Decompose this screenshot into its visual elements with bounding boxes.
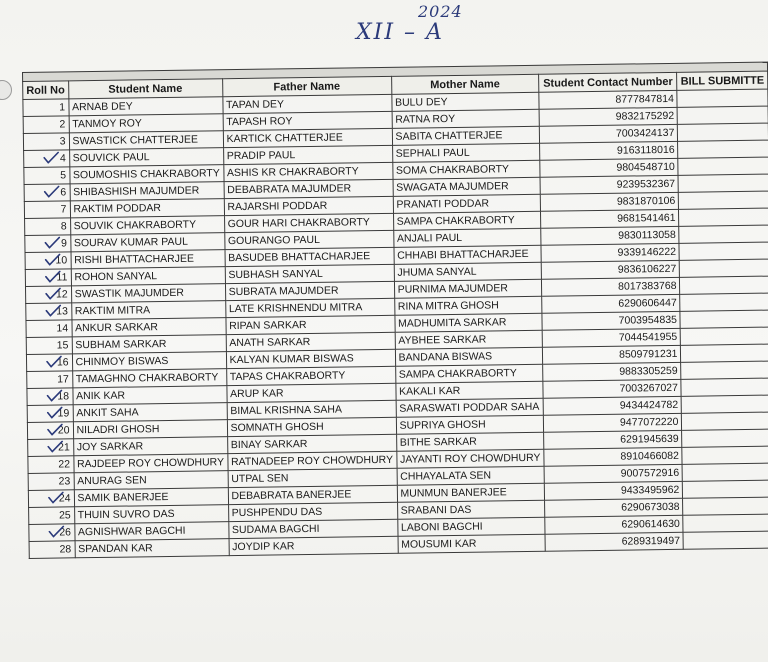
father-name-cell: PUSHPENDU DAS bbox=[228, 502, 397, 521]
roll-no-cell: 9 bbox=[25, 235, 71, 253]
roll-no-cell: 13 bbox=[26, 303, 72, 321]
father-name-cell: UTPAL SEN bbox=[228, 468, 397, 487]
father-name-cell: TAPAN DEY bbox=[222, 94, 391, 113]
table-body bbox=[23, 89, 768, 558]
student-name-cell: TAMAGHNO CHAKRABORTY bbox=[72, 369, 226, 388]
roll-no-cell: 15 bbox=[26, 337, 72, 355]
roll-no-cell: 11 bbox=[25, 269, 71, 287]
mother-name-cell: CHHAYALATA SEN bbox=[397, 466, 545, 485]
father-name-cell: ASHIS KR CHAKRABORTY bbox=[223, 162, 392, 181]
roll-no-cell: 22 bbox=[28, 456, 74, 474]
mother-name-cell: KAKALI KAR bbox=[395, 381, 543, 400]
header-bill-submitted: BILL SUBMITTE bbox=[677, 71, 768, 90]
student-name-cell: RAKTIM PODDAR bbox=[70, 199, 224, 218]
bill-submitted-cell bbox=[683, 531, 768, 549]
bill-submitted-cell bbox=[679, 208, 768, 226]
header-roll-no: Roll No bbox=[23, 81, 69, 100]
bill-submitted-cell bbox=[678, 106, 768, 124]
roll-no-cell: 6 bbox=[24, 184, 70, 202]
student-name-cell: JOY SARKAR bbox=[73, 437, 227, 456]
roll-no-cell: 5 bbox=[24, 167, 70, 185]
roll-no-cell: 24 bbox=[28, 490, 74, 508]
contact-number-cell: 9883305259 bbox=[543, 362, 682, 381]
bill-submitted-cell bbox=[680, 310, 768, 328]
bill-submitted-cell bbox=[681, 378, 768, 396]
bill-submitted-cell bbox=[682, 412, 768, 430]
student-name-cell: SOUVICK PAUL bbox=[69, 148, 223, 167]
student-name-cell: TANMOY ROY bbox=[69, 114, 223, 133]
roll-no-cell: 18 bbox=[27, 388, 73, 406]
roll-no-cell: 12 bbox=[25, 286, 71, 304]
handwritten-heading bbox=[352, 2, 492, 52]
mother-name-cell: RINA MITRA GHOSH bbox=[394, 296, 542, 315]
mother-name-cell: AYBHEE SARKAR bbox=[395, 330, 543, 349]
mother-name-cell: SEPHALI PAUL bbox=[392, 143, 540, 162]
father-name-cell: DEBABRATA BANERJEE bbox=[228, 485, 397, 504]
contact-number-cell: 7003424137 bbox=[539, 124, 678, 143]
handwritten-class: XII – A bbox=[356, 20, 444, 45]
roll-no-cell: 4 bbox=[24, 150, 70, 168]
header-student-name: Student Name bbox=[68, 79, 222, 99]
father-name-cell: DEBABRATA MAJUMDER bbox=[224, 179, 393, 198]
mother-name-cell: BANDANA BISWAS bbox=[395, 347, 543, 366]
mother-name-cell: JHUMA SANYAL bbox=[394, 262, 542, 281]
roll-no-cell: 14 bbox=[26, 320, 72, 338]
student-name-cell: SAMIK BANERJEE bbox=[74, 488, 228, 507]
roll-no-cell: 26 bbox=[29, 524, 75, 542]
student-name-cell: AGNISHWAR BAGCHI bbox=[74, 522, 228, 541]
mother-name-cell: SUPRIYA GHOSH bbox=[396, 415, 544, 434]
contact-number-cell: 6289319497 bbox=[545, 532, 684, 551]
student-name-cell: SPANDAN KAR bbox=[75, 539, 229, 558]
student-name-cell: ANURAG SEN bbox=[74, 471, 228, 490]
student-name-cell: ARNAB DEY bbox=[68, 97, 222, 116]
father-name-cell: LATE KRISHNENDU MITRA bbox=[225, 298, 394, 317]
father-name-cell: BIMAL KRISHNA SAHA bbox=[227, 400, 396, 419]
mother-name-cell: SAMPA CHAKRABORTY bbox=[395, 364, 543, 383]
mother-name-cell: LABONI BAGCHI bbox=[397, 517, 545, 536]
bill-submitted-cell bbox=[680, 259, 768, 277]
student-name-cell: SHIBASHISH MAJUMDER bbox=[70, 182, 224, 201]
student-name-cell: ANKIT SAHA bbox=[73, 403, 227, 422]
bill-submitted-cell bbox=[680, 276, 768, 294]
contact-number-cell: 8017383768 bbox=[541, 277, 680, 296]
bill-submitted-cell bbox=[678, 140, 768, 158]
student-name-cell: RAJDEEP ROY CHOWDHURY bbox=[73, 454, 227, 473]
mother-name-cell: SABITA CHATTERJEE bbox=[392, 126, 540, 145]
student-name-cell: CHINMOY BISWAS bbox=[72, 352, 226, 371]
bill-submitted-cell bbox=[683, 514, 768, 532]
contact-number-cell: 6290614630 bbox=[545, 515, 684, 534]
header-contact-number: Student Contact Number bbox=[539, 72, 678, 92]
bill-submitted-cell bbox=[682, 429, 768, 447]
header-mother-name: Mother Name bbox=[391, 74, 539, 94]
mother-name-cell: MADHUMITA SARKAR bbox=[395, 313, 543, 332]
mother-name-cell: MOUSUMI KAR bbox=[398, 534, 546, 553]
contact-number-cell: 9830113058 bbox=[541, 226, 680, 245]
student-name-cell: NILADRI GHOSH bbox=[73, 420, 227, 439]
mother-name-cell: SRABANI DAS bbox=[397, 500, 545, 519]
contact-number-cell: 9477072220 bbox=[543, 413, 682, 432]
contact-number-cell: 9163118016 bbox=[540, 141, 679, 160]
roll-no-cell: 8 bbox=[25, 218, 71, 236]
father-name-cell: BINAY SARKAR bbox=[227, 434, 396, 453]
mother-name-cell: MUNMUN BANERJEE bbox=[397, 483, 545, 502]
student-name-cell: SWASTIK MAJUMDER bbox=[71, 284, 225, 303]
father-name-cell: KARTICK CHATTERJEE bbox=[223, 128, 392, 147]
father-name-cell: JOYDIP KAR bbox=[229, 536, 398, 555]
bill-submitted-cell bbox=[678, 174, 768, 192]
contact-number-cell: 9007572916 bbox=[544, 464, 683, 483]
roll-no-cell: 23 bbox=[28, 473, 74, 491]
student-name-cell: SUBHAM SARKAR bbox=[72, 335, 226, 354]
father-name-cell: TAPAS CHAKRABORTY bbox=[226, 366, 395, 385]
bill-submitted-cell bbox=[678, 123, 768, 141]
father-name-cell: RATNADEEP ROY CHOWDHURY bbox=[227, 451, 396, 470]
student-name-cell: SWASTICK CHATTERJEE bbox=[69, 131, 223, 150]
father-name-cell: RIPAN SARKAR bbox=[226, 315, 395, 334]
roll-no-cell: 7 bbox=[24, 201, 70, 219]
contact-number-cell: 9433495962 bbox=[544, 481, 683, 500]
student-table bbox=[22, 71, 768, 559]
bill-submitted-cell bbox=[682, 446, 768, 464]
mother-name-cell: SOMA CHAKRABORTY bbox=[392, 160, 540, 179]
mother-name-cell: JAYANTI ROY CHOWDHURY bbox=[396, 449, 544, 468]
father-name-cell: KALYAN KUMAR BISWAS bbox=[226, 349, 395, 368]
punch-hole bbox=[0, 80, 12, 100]
roll-no-cell: 20 bbox=[27, 422, 73, 440]
contact-number-cell: 7044541955 bbox=[542, 328, 681, 347]
father-name-cell: SUBHASH SANYAL bbox=[225, 264, 394, 283]
student-name-cell: THUIN SUVRO DAS bbox=[74, 505, 228, 524]
roll-no-cell: 19 bbox=[27, 405, 73, 423]
father-name-cell: TAPASH ROY bbox=[223, 111, 392, 130]
contact-number-cell: 7003954835 bbox=[542, 311, 681, 330]
bill-submitted-cell bbox=[679, 225, 768, 243]
father-name-cell: PRADIP PAUL bbox=[223, 145, 392, 164]
bill-submitted-cell bbox=[680, 293, 768, 311]
mother-name-cell: RATNA ROY bbox=[392, 109, 540, 128]
bill-submitted-cell bbox=[683, 480, 768, 498]
mother-name-cell: CHHABI BHATTACHARJEE bbox=[394, 245, 542, 264]
student-name-cell: ANKUR SARKAR bbox=[72, 318, 226, 337]
father-name-cell: ARUP KAR bbox=[226, 383, 395, 402]
bill-submitted-cell bbox=[683, 463, 768, 481]
student-name-cell: SOUMOSHIS CHAKRABORTY bbox=[69, 165, 223, 184]
bill-submitted-cell bbox=[678, 157, 768, 175]
contact-number-cell: 8509791231 bbox=[542, 345, 681, 364]
roll-no-cell: 21 bbox=[28, 439, 74, 457]
roll-no-cell: 2 bbox=[23, 116, 69, 134]
bill-submitted-cell bbox=[681, 344, 768, 362]
mother-name-cell: PRANATI PODDAR bbox=[393, 194, 541, 213]
student-name-cell: ROHON SANYAL bbox=[71, 267, 225, 286]
roll-no-cell: 10 bbox=[25, 252, 71, 270]
roll-no-cell: 17 bbox=[27, 371, 73, 389]
contact-number-cell: 9239532367 bbox=[540, 175, 679, 194]
father-name-cell: SUBRATA MAJUMDER bbox=[225, 281, 394, 300]
mother-name-cell: SWAGATA MAJUMDER bbox=[393, 177, 541, 196]
mother-name-cell: PURNIMA MAJUMDER bbox=[394, 279, 542, 298]
mother-name-cell: SARASWATI PODDAR SAHA bbox=[396, 398, 544, 417]
father-name-cell: BASUDEB BHATTACHARJEE bbox=[225, 247, 394, 266]
bill-submitted-cell bbox=[683, 497, 768, 515]
handwritten-year: 2024 bbox=[418, 2, 463, 21]
bill-submitted-cell bbox=[679, 191, 768, 209]
contact-number-cell: 9804548710 bbox=[540, 158, 679, 177]
bill-submitted-cell bbox=[682, 395, 768, 413]
contact-number-cell: 6291945639 bbox=[544, 430, 683, 449]
father-name-cell: SUDAMA BAGCHI bbox=[228, 519, 397, 538]
student-name-cell: ANIK KAR bbox=[72, 386, 226, 405]
student-name-cell: SOUVIK CHAKRABORTY bbox=[70, 216, 224, 235]
contact-number-cell: 8910466082 bbox=[544, 447, 683, 466]
bill-submitted-cell bbox=[681, 327, 768, 345]
father-name-cell: GOURANGO PAUL bbox=[224, 230, 393, 249]
contact-number-cell: 6290673038 bbox=[545, 498, 684, 517]
mother-name-cell: SAMPA CHAKRABORTY bbox=[393, 211, 541, 230]
contact-number-cell: 8777847814 bbox=[539, 90, 678, 109]
contact-number-cell: 9832175292 bbox=[539, 107, 678, 126]
roll-no-cell: 16 bbox=[26, 354, 72, 372]
contact-number-cell: 9434424782 bbox=[543, 396, 682, 415]
contact-number-cell: 9836106227 bbox=[541, 260, 680, 279]
student-name-cell: SOURAV KUMAR PAUL bbox=[70, 233, 224, 252]
mother-name-cell: BITHE SARKAR bbox=[396, 432, 544, 451]
contact-number-cell: 6290606447 bbox=[542, 294, 681, 313]
contact-number-cell: 9831870106 bbox=[540, 192, 679, 211]
roll-no-cell: 1 bbox=[23, 99, 69, 117]
mother-name-cell: ANJALI PAUL bbox=[393, 228, 541, 247]
bill-submitted-cell bbox=[681, 361, 768, 379]
student-list-sheet bbox=[22, 62, 768, 556]
bill-submitted-cell bbox=[679, 242, 768, 260]
contact-number-cell: 9681541461 bbox=[540, 209, 679, 228]
mother-name-cell: BULU DEY bbox=[391, 92, 539, 111]
student-name-cell: RAKTIM MITRA bbox=[71, 301, 225, 320]
father-name-cell: RAJARSHI PODDAR bbox=[224, 196, 393, 215]
father-name-cell: GOUR HARI CHAKRABORTY bbox=[224, 213, 393, 232]
roll-no-cell: 3 bbox=[23, 133, 69, 151]
father-name-cell: ANATH SARKAR bbox=[226, 332, 395, 351]
roll-no-cell: 28 bbox=[29, 541, 75, 559]
roll-no-cell: 25 bbox=[29, 507, 75, 525]
student-name-cell: RISHI BHATTACHARJEE bbox=[71, 250, 225, 269]
bill-submitted-cell bbox=[677, 89, 768, 107]
contact-number-cell: 7003267027 bbox=[543, 379, 682, 398]
contact-number-cell: 9339146222 bbox=[541, 243, 680, 262]
father-name-cell: SOMNATH GHOSH bbox=[227, 417, 396, 436]
header-father-name: Father Name bbox=[222, 76, 391, 96]
